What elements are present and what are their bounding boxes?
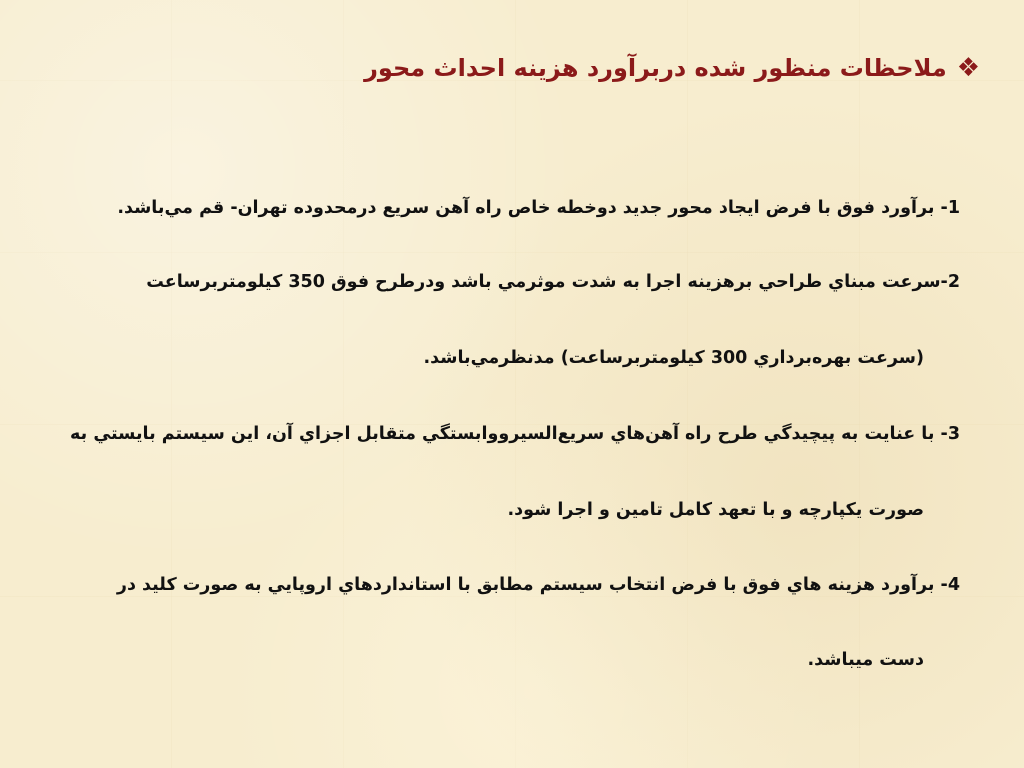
body-line-3: (سرعت بهره‌برداري 300 كيلومتربرساعت) مدنظرمي‌باشد.	[423, 348, 924, 368]
body-line-2: 2-سرعت مبناي طراحي برهزينه اجرا به شدت موثرمي باشد ودرطرح فوق 350 كيلومتربرساعت	[146, 272, 960, 292]
body-line-1: 1- برآورد فوق با فرض ايجاد محور جديد دوخطه خاص راه آهن سريع درمحدوده تهران- قم مي‌باشد.	[117, 198, 960, 218]
slide-title: ملاحظات منظور شده دربرآورد هزينه احداث محور	[364, 54, 947, 82]
title-row	[364, 54, 980, 83]
body-line-5: صورت يكپارچه و با تعهد كامل تامين و اجرا شود.	[507, 500, 924, 520]
body-line-7: دست ميباشد.	[807, 650, 924, 670]
body-line-6: 4- برآورد هزينه هاي فوق با فرض انتخاب سيستم مطابق با استانداردهاي اروپايي به صورت كليد در	[116, 575, 960, 595]
diamond-bullet-icon: ❖	[956, 53, 980, 84]
body-line-4: 3- با عنايت به پيچيدگي طرح راه آهن‌هاي سريع‌السيرووابستگي متقابل اجزاي آن، اين سيستم بايستي به	[70, 424, 960, 444]
